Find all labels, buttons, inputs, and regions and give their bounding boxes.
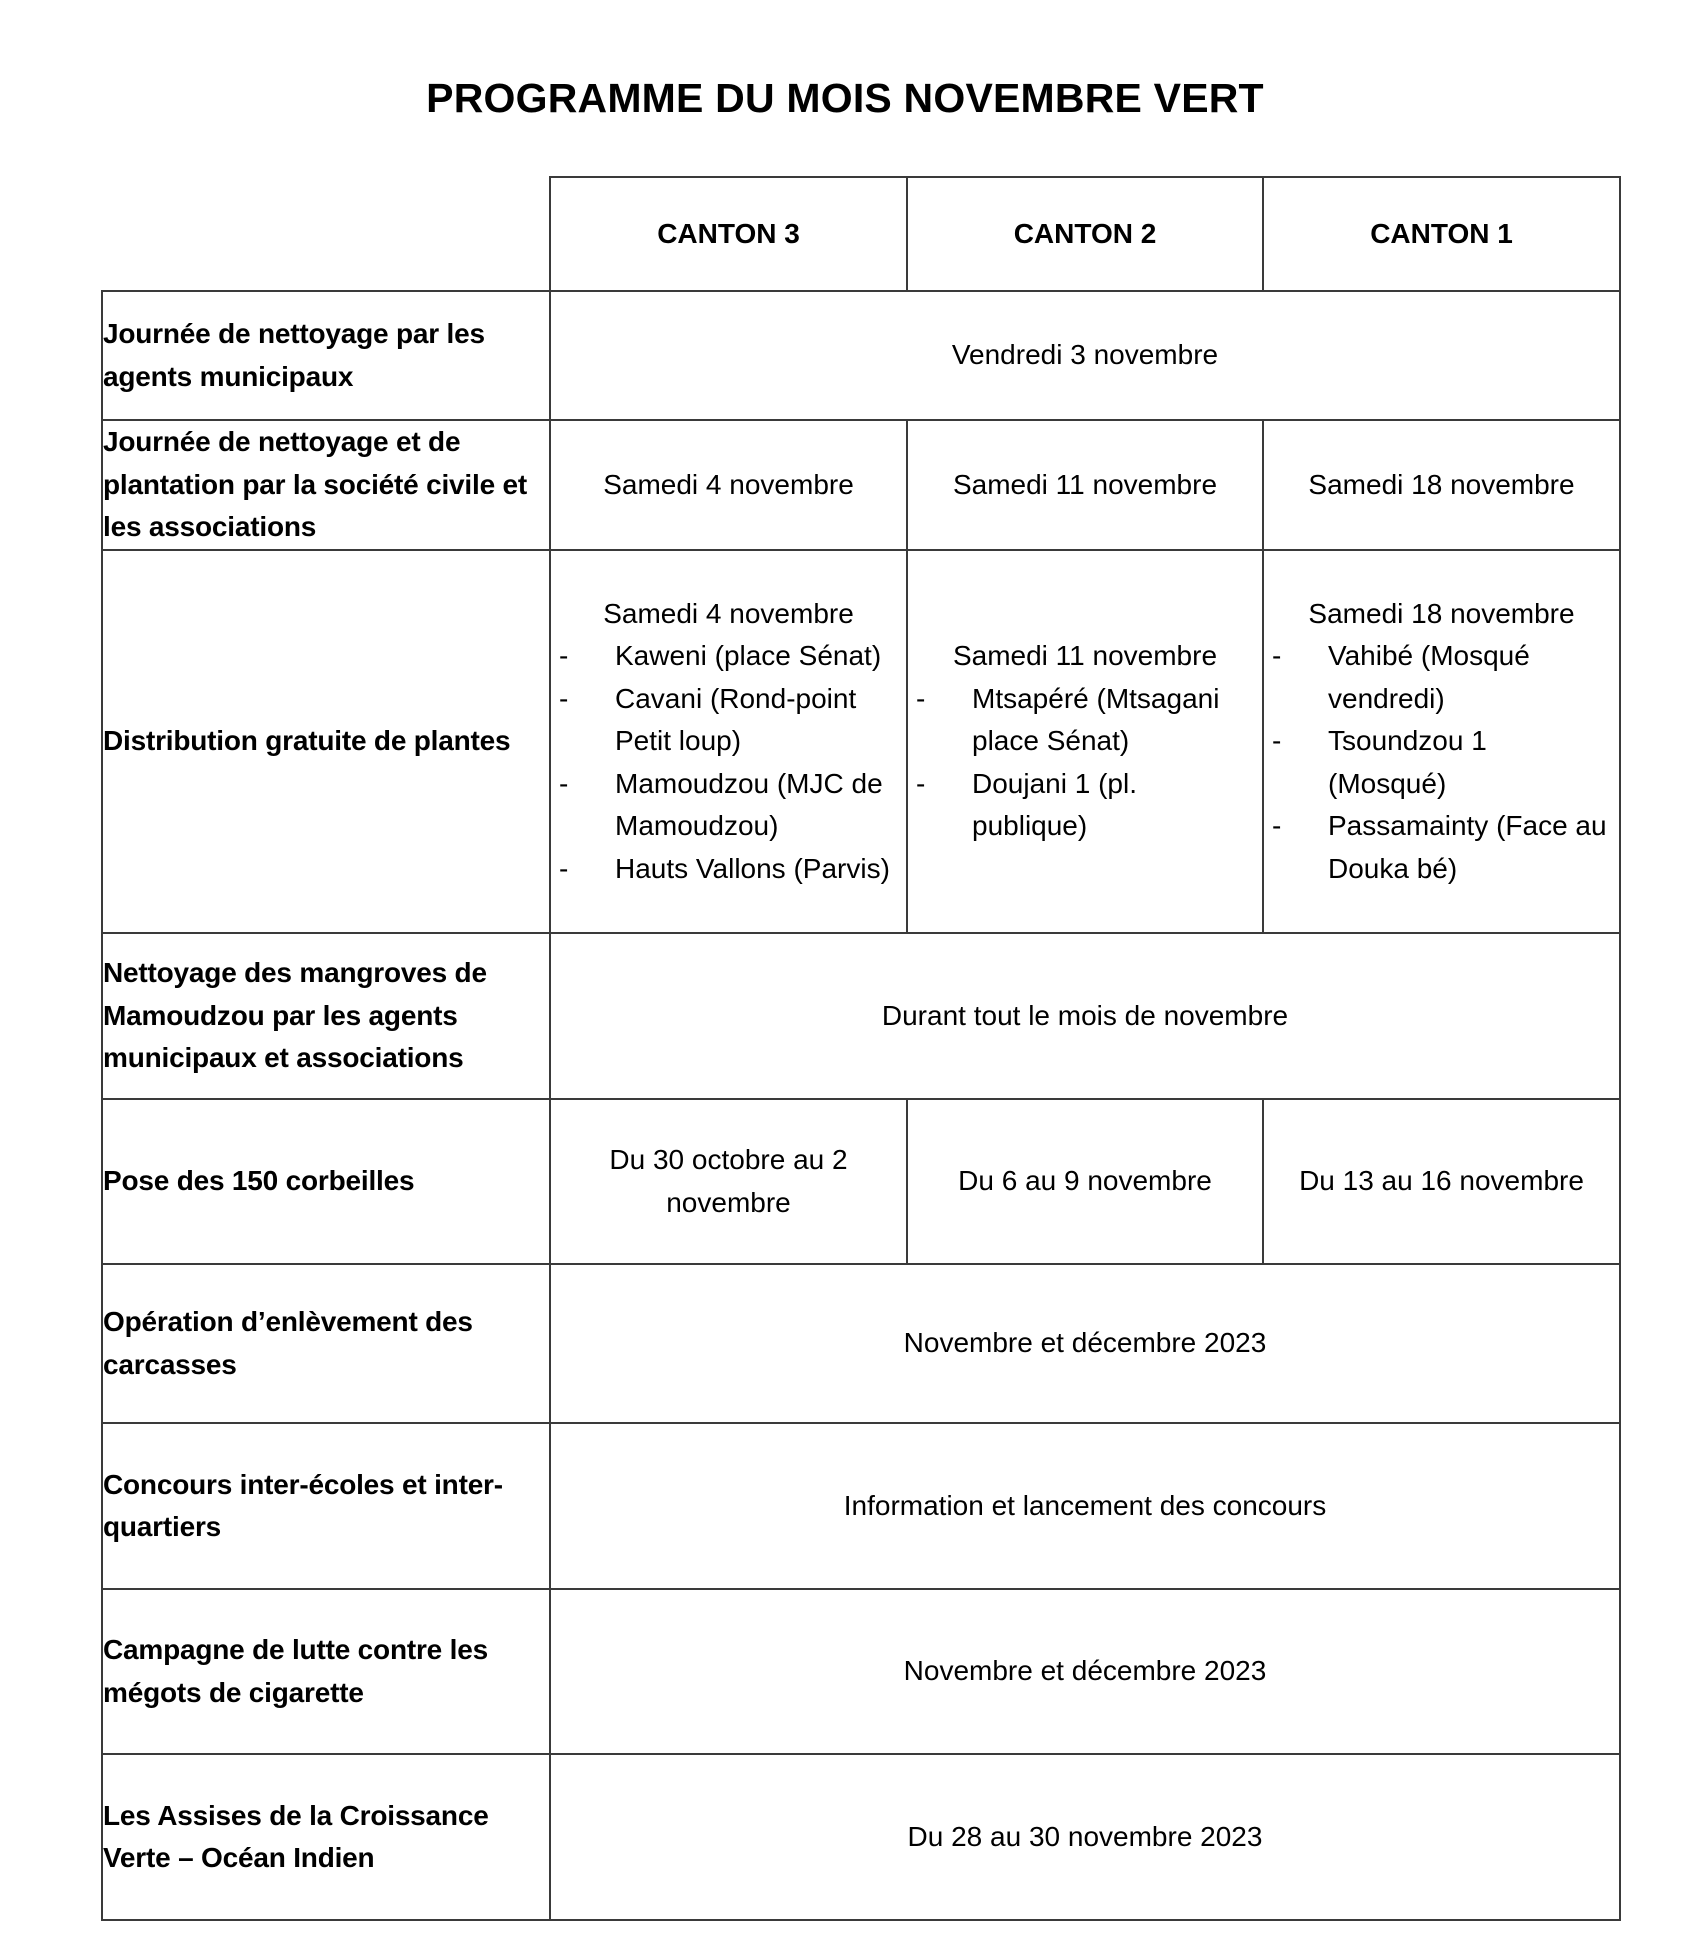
bullet-dash: - bbox=[559, 682, 569, 714]
list-item bbox=[551, 678, 906, 763]
distribution-sites-list bbox=[908, 678, 1262, 848]
site-name: Hauts Vallons (Parvis) bbox=[615, 852, 890, 884]
activity-label: Pose des 150 corbeilles bbox=[102, 1099, 550, 1264]
bullet-dash: - bbox=[1272, 810, 1282, 842]
column-header-canton-3: CANTON 3 bbox=[550, 177, 907, 291]
distribution-cell-canton-3 bbox=[550, 550, 907, 933]
schedule-cell-canton-2: Du 6 au 9 novembre bbox=[907, 1099, 1263, 1264]
table-row bbox=[102, 1589, 1620, 1754]
page-title: PROGRAMME DU MOIS NOVEMBRE VERT bbox=[426, 75, 1264, 121]
schedule-cell-canton-3: Du 30 octobre au 2 novembre bbox=[550, 1099, 907, 1264]
table-row bbox=[102, 1754, 1620, 1920]
bullet-dash: - bbox=[559, 767, 569, 799]
table-row bbox=[102, 933, 1620, 1099]
activity-label: Opération d’enlèvement des carcasses bbox=[102, 1264, 550, 1423]
site-name: Mtsapéré (Mtsagani place Sénat) bbox=[972, 682, 1220, 757]
activity-label: Les Assises de la Croissance Verte – Océan Indien bbox=[102, 1754, 550, 1920]
table-row bbox=[102, 1423, 1620, 1589]
bullet-dash: - bbox=[1272, 725, 1282, 757]
activity-label: Concours inter-écoles et inter-quartiers bbox=[102, 1423, 550, 1589]
table-row bbox=[102, 1099, 1620, 1264]
column-header-canton-2: CANTON 2 bbox=[907, 177, 1263, 291]
site-name: Mamoudzou (MJC de Mamoudzou) bbox=[615, 767, 883, 842]
table-row bbox=[102, 291, 1620, 420]
site-name: Tsoundzou 1 (Mosqué) bbox=[1328, 725, 1487, 799]
activity-label: Nettoyage des mangroves de Mamoudzou par les agents municipaux et associations bbox=[102, 933, 550, 1099]
distribution-sites-list bbox=[551, 635, 906, 890]
schedule-cell: Durant tout le mois de novembre bbox=[550, 933, 1620, 1099]
site-name: Passamainty (Face au Douka bé) bbox=[1328, 810, 1607, 884]
list-item bbox=[908, 678, 1262, 763]
schedule-cell-canton-1: Samedi 18 novembre bbox=[1263, 420, 1620, 550]
list-item bbox=[551, 763, 906, 848]
list-item bbox=[1264, 805, 1619, 890]
schedule-cell: Novembre et décembre 2023 bbox=[550, 1589, 1620, 1754]
site-name: Cavani (Rond-point Petit loup) bbox=[615, 682, 857, 757]
list-item bbox=[1264, 635, 1619, 720]
schedule-cell: Vendredi 3 novembre bbox=[550, 291, 1620, 420]
table-row bbox=[102, 420, 1620, 550]
bullet-dash: - bbox=[559, 640, 569, 672]
bullet-dash: - bbox=[559, 852, 569, 884]
activity-label: Journée de nettoyage par les agents municipaux bbox=[102, 291, 550, 420]
site-name: Doujani 1 (pl. publique) bbox=[972, 767, 1137, 842]
programme-table bbox=[101, 176, 1621, 1921]
schedule-cell-canton-3: Samedi 4 novembre bbox=[550, 420, 907, 550]
distribution-cell-canton-2 bbox=[907, 550, 1263, 933]
schedule-cell: Novembre et décembre 2023 bbox=[550, 1264, 1620, 1423]
schedule-cell-canton-2: Samedi 11 novembre bbox=[907, 420, 1263, 550]
distribution-date: Samedi 18 novembre bbox=[1308, 597, 1575, 629]
header-row bbox=[102, 177, 1620, 291]
bullet-dash: - bbox=[1272, 640, 1282, 672]
list-item bbox=[908, 763, 1262, 848]
schedule-cell: Du 28 au 30 novembre 2023 bbox=[550, 1754, 1620, 1920]
distribution-sites-list bbox=[1264, 635, 1619, 890]
bullet-dash: - bbox=[916, 767, 926, 799]
schedule-cell-canton-1: Du 13 au 16 novembre bbox=[1263, 1099, 1620, 1264]
column-header-canton-1: CANTON 1 bbox=[1263, 177, 1620, 291]
corner-cell bbox=[102, 177, 550, 291]
list-item bbox=[1264, 720, 1619, 805]
list-item bbox=[551, 635, 906, 678]
schedule-cell: Information et lancement des concours bbox=[550, 1423, 1620, 1589]
activity-label: Campagne de lutte contre les mégots de cigarette bbox=[102, 1589, 550, 1754]
site-name: Vahibé (Mosqué vendredi) bbox=[1328, 640, 1530, 714]
site-name: Kaweni (place Sénat) bbox=[615, 640, 882, 672]
table-row bbox=[102, 550, 1620, 933]
bullet-dash: - bbox=[916, 682, 926, 714]
activity-label: Journée de nettoyage et de plantation par la société civile et les associations bbox=[102, 420, 550, 550]
distribution-date: Samedi 11 novembre bbox=[952, 640, 1218, 672]
distribution-date: Samedi 4 novembre bbox=[603, 597, 854, 629]
list-item bbox=[551, 848, 906, 891]
distribution-cell-canton-1 bbox=[1263, 550, 1620, 933]
activity-label: Distribution gratuite de plantes bbox=[102, 550, 550, 933]
table-row bbox=[102, 1264, 1620, 1423]
